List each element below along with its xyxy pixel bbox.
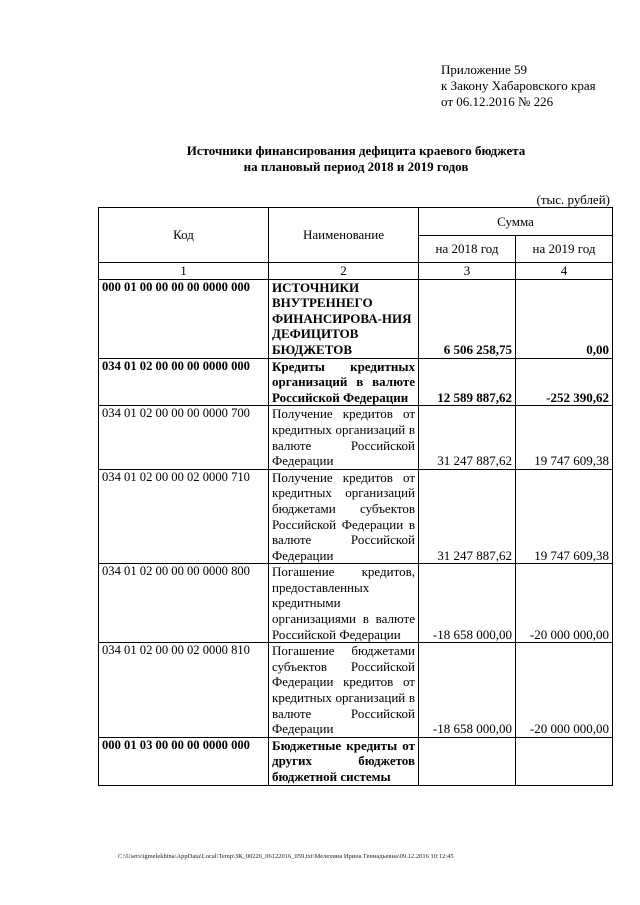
row-amount-2019: 0,00 <box>516 279 613 358</box>
row-amount-2018: 6 506 258,75 <box>419 279 516 358</box>
row-name: Получение кредитов от кредитных организаций в валюте Российской Федерации <box>269 406 419 469</box>
row-amount-2019: -20 000 000,00 <box>516 643 613 738</box>
row-amount-2019 <box>516 737 613 785</box>
table-row <box>99 279 613 358</box>
row-amount-2019: -252 390,62 <box>516 358 613 406</box>
row-name: Погашение бюджетами субъектов Российской Федерации кредитов от кредитных организаций в валюте Российской Федерации <box>269 643 419 738</box>
header-sum: Сумма <box>419 208 613 236</box>
title-line: Источники финансирования дефицита краевого бюджета <box>186 143 526 158</box>
header-name: Наименование <box>269 208 419 263</box>
row-amount-2018 <box>419 737 516 785</box>
row-amount-2018: 12 589 887,62 <box>419 358 516 406</box>
row-amount-2019: -20 000 000,00 <box>516 564 613 643</box>
row-amount-2019: 19 747 609,38 <box>516 406 613 469</box>
column-index: 3 <box>419 263 516 280</box>
file-path-footer: C:\Users\igmelekhina\AppData\Local\Temp\ЗК_00226_06122016_059.txt\Мелехина Ирина Геннадьевна\09.12.2016 10:12:45 <box>118 853 454 860</box>
row-code: 034 01 02 00 00 02 0000 710 <box>99 469 269 564</box>
table-row <box>99 406 613 469</box>
appendix-note <box>441 62 596 110</box>
appendix-line: от 06.12.2016 № 226 <box>441 94 554 109</box>
appendix-line: к Закону Хабаровского края <box>441 78 596 93</box>
row-amount-2018: 31 247 887,62 <box>419 469 516 564</box>
row-amount-2018: -18 658 000,00 <box>419 643 516 738</box>
table-row <box>99 564 613 643</box>
row-amount-2018: -18 658 000,00 <box>419 564 516 643</box>
header-year-2018: на 2018 год <box>419 236 516 263</box>
row-code: 034 01 02 00 00 00 0000 000 <box>99 358 269 406</box>
units-label: (тыс. рублей) <box>536 192 610 207</box>
table-row <box>99 469 613 564</box>
row-name: Погашение кредитов, предоставленных кредитными организациями в валюте Российской Федерации <box>269 564 419 643</box>
row-code: 000 01 00 00 00 00 0000 000 <box>99 279 269 358</box>
row-name: Бюджетные кредиты от других бюджетов бюджетной системы <box>269 737 419 785</box>
row-code: 034 01 02 00 00 02 0000 810 <box>99 643 269 738</box>
financing-sources-table <box>98 207 613 786</box>
table-row <box>99 358 613 406</box>
header-code: Код <box>99 208 269 263</box>
appendix-line: Приложение 59 <box>441 62 528 77</box>
row-amount-2018: 31 247 887,62 <box>419 406 516 469</box>
table-row <box>99 737 613 785</box>
row-code: 000 01 03 00 00 00 0000 000 <box>99 737 269 785</box>
row-amount-2019: 19 747 609,38 <box>516 469 613 564</box>
row-code: 034 01 02 00 00 00 0000 700 <box>99 406 269 469</box>
document-title <box>100 143 612 175</box>
row-name: Получение кредитов от кредитных организаций бюджетами субъектов Российской Федерации в валюте Российской Федерации <box>269 469 419 564</box>
row-name: ИСТОЧНИКИ ВНУТРЕННЕГО ФИНАНСИРОВА-НИЯ ДЕФИЦИТОВ БЮДЖЕТОВ <box>269 279 419 358</box>
column-index: 2 <box>269 263 419 280</box>
header-year-2019: на 2019 год <box>516 236 613 263</box>
title-line: на плановый период 2018 и 2019 годов <box>243 159 469 174</box>
row-code: 034 01 02 00 00 00 0000 800 <box>99 564 269 643</box>
table-row <box>99 643 613 738</box>
column-index: 4 <box>516 263 613 280</box>
row-name: Кредиты кредитных организаций в валюте Российской Федерации <box>269 358 419 406</box>
column-index: 1 <box>99 263 269 280</box>
